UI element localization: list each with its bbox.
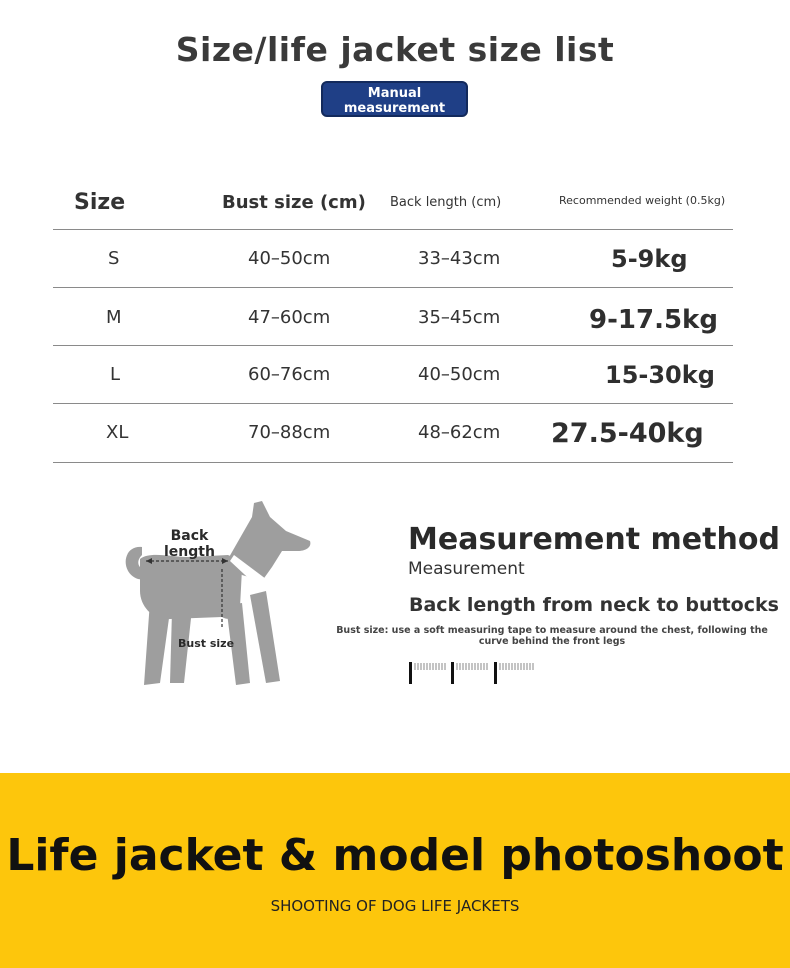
bust-cell: 60–76cm [248, 364, 331, 385]
weight-cell: 27.5-40kg [551, 418, 704, 449]
bust-cell: 40–50cm [248, 248, 331, 269]
back-cell: 48–62cm [418, 422, 501, 443]
table-divider [53, 287, 733, 288]
back-cell: 35–45cm [418, 307, 501, 328]
back-length-instruction: Back length from neck to buttocks [409, 594, 779, 616]
manual-measurement-badge [321, 81, 468, 117]
back-label-line-2: length [164, 544, 215, 560]
table-divider [53, 345, 733, 346]
bust-size-label: Bust size [178, 637, 235, 650]
weight-cell: 9-17.5kg [589, 305, 718, 335]
badge-line-1: Manual [367, 86, 422, 101]
method-title: Measurement method [408, 522, 780, 557]
measuring-tape-icon [408, 660, 538, 684]
dog-measurement-diagram [110, 495, 350, 695]
col-header-back: Back length (cm) [390, 195, 502, 210]
col-header-size: Size [74, 190, 126, 215]
bust-cell: 70–88cm [248, 422, 331, 443]
col-header-bust: Bust size (cm) [222, 192, 366, 213]
method-subtitle: Measurement [408, 559, 525, 579]
table-divider [53, 462, 733, 463]
size-cell: L [110, 364, 121, 385]
table-divider [53, 403, 733, 404]
bust-cell: 47–60cm [248, 307, 331, 328]
badge-line-2: measurement [343, 101, 446, 116]
back-length-label [164, 528, 215, 560]
back-cell: 40–50cm [418, 364, 501, 385]
bust-size-instruction: Bust size: use a soft measuring tape to measure around the chest, following the curve behind the front legs [336, 625, 768, 647]
dog-silhouette-icon [110, 495, 350, 695]
weight-cell: 5-9kg [611, 245, 688, 273]
page-title: Size/life jacket size list [175, 30, 615, 69]
back-label-line-1: Back [170, 528, 209, 544]
weight-cell: 15-30kg [605, 361, 715, 389]
col-header-weight: Recommended weight (0.5kg) [559, 194, 726, 207]
size-cell: XL [106, 422, 129, 443]
table-divider [53, 229, 733, 230]
size-cell: M [106, 307, 122, 328]
back-cell: 33–43cm [418, 248, 501, 269]
size-cell: S [108, 248, 120, 269]
banner-title: Life jacket & model photoshoot [6, 830, 784, 881]
banner-subtitle: SHOOTING OF DOG LIFE JACKETS [270, 897, 520, 915]
